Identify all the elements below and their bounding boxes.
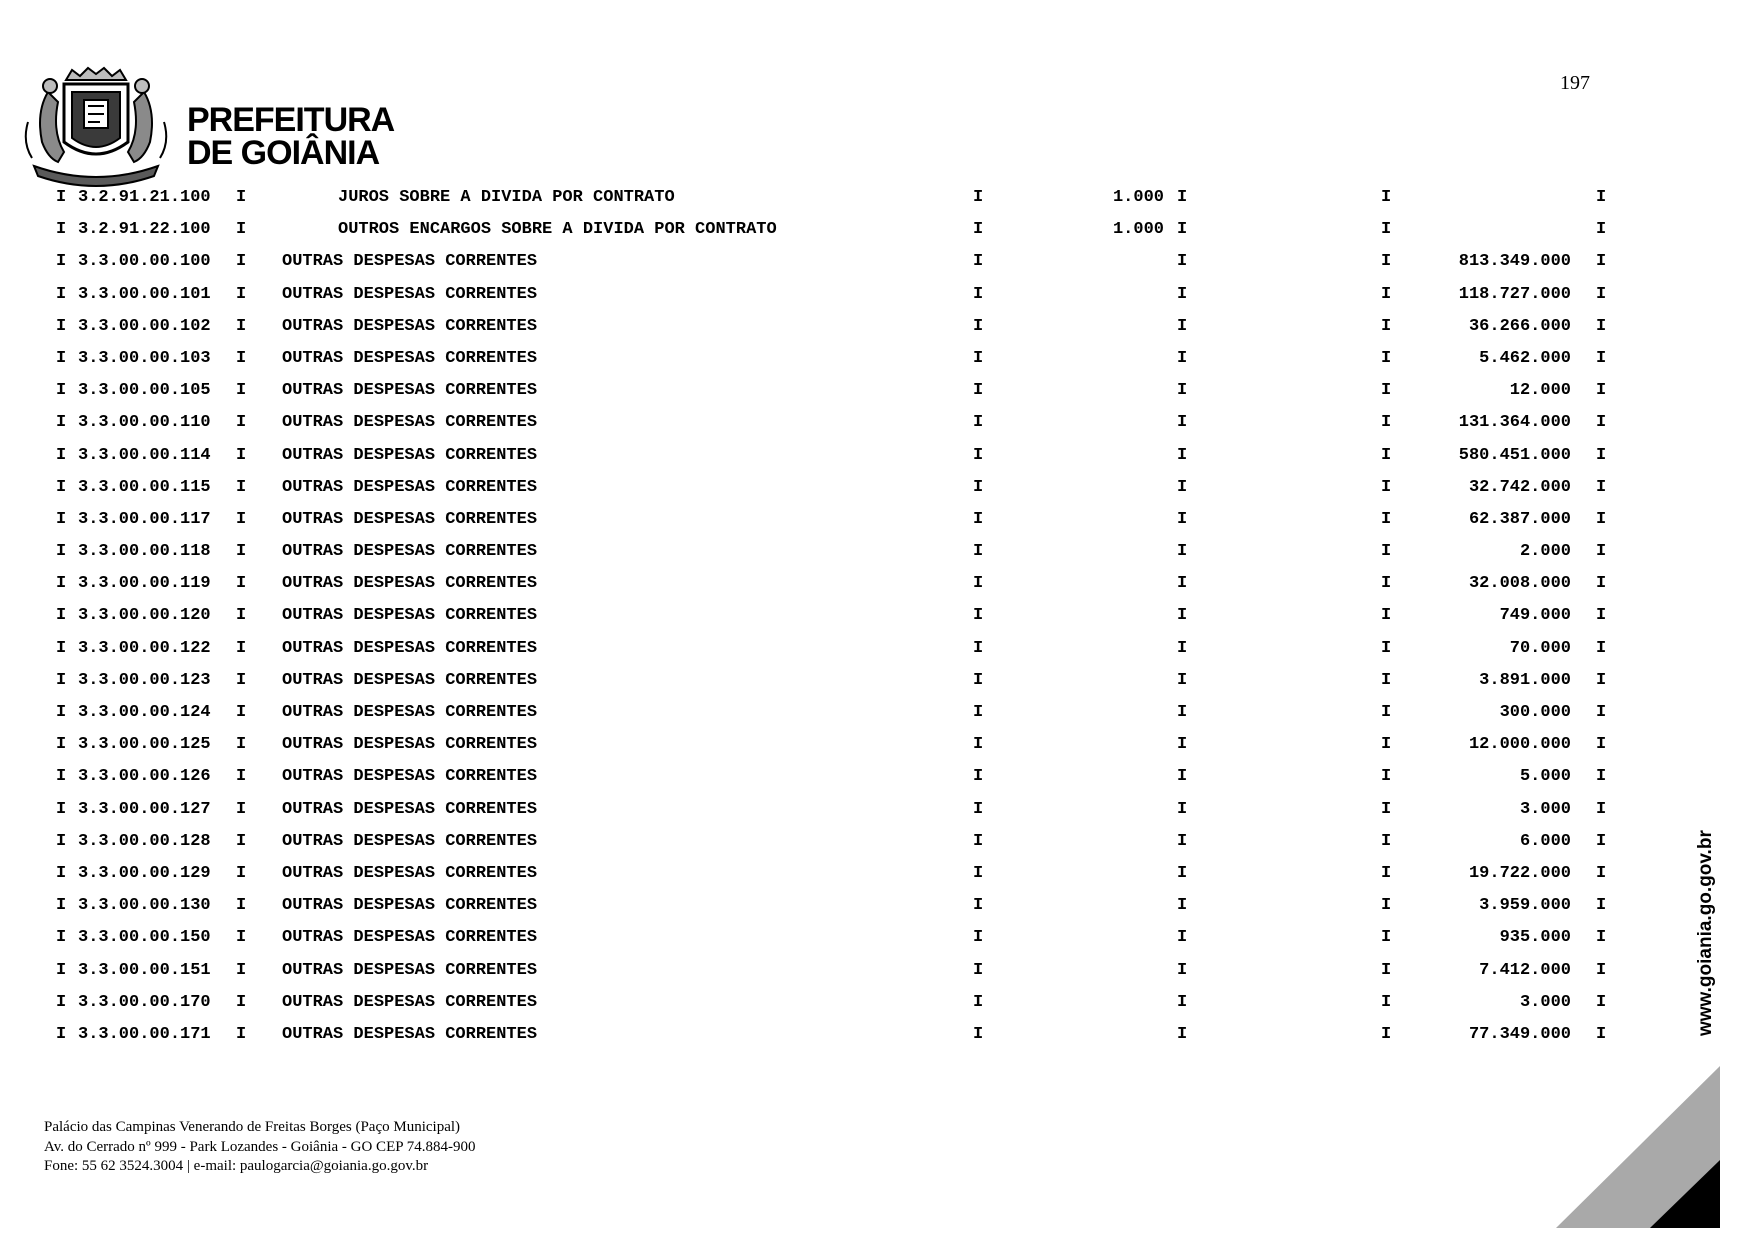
- row-border-right: I: [1596, 477, 1607, 497]
- table-row: [0, 413, 1754, 445]
- row-description: OUTRAS DESPESAS CORRENTES: [282, 863, 538, 883]
- row-account-code: 3.3.00.00.118: [78, 542, 211, 562]
- table-row: [0, 671, 1754, 703]
- row-description: OUTRAS DESPESAS CORRENTES: [282, 542, 538, 562]
- row-value-col3: 3.000: [1519, 799, 1571, 819]
- row-description: OUTRAS DESPESAS CORRENTES: [282, 960, 538, 980]
- row-border-left: I: [56, 670, 67, 690]
- row-account-code: 3.3.00.00.151: [78, 960, 211, 980]
- row-account-code: 3.3.00.00.128: [78, 831, 211, 851]
- row-border-right: I: [1596, 574, 1607, 594]
- row-account-code: 3.3.00.00.124: [78, 703, 211, 722]
- row-border: I: [236, 284, 247, 304]
- row-border: I: [973, 606, 984, 626]
- row-border-left: I: [56, 220, 67, 240]
- row-border: I: [236, 606, 247, 626]
- row-value-col1: 1.000: [1112, 188, 1164, 207]
- logo-wordmark: [187, 101, 395, 172]
- row-border-right: I: [1596, 316, 1607, 336]
- row-border: I: [973, 348, 984, 368]
- row-account-code: 3.3.00.00.110: [78, 413, 211, 433]
- row-border: I: [236, 896, 247, 916]
- row-border-right: I: [1596, 542, 1607, 562]
- row-border: I: [1381, 220, 1392, 240]
- row-border: I: [1177, 992, 1188, 1012]
- row-border: I: [973, 638, 984, 658]
- row-border: I: [236, 381, 247, 401]
- table-row: [0, 478, 1754, 510]
- row-description: OUTRAS DESPESAS CORRENTES: [282, 381, 538, 401]
- row-border: I: [1381, 542, 1392, 562]
- row-border: I: [973, 1024, 984, 1044]
- row-border: I: [1177, 284, 1188, 304]
- row-border-right: I: [1596, 735, 1607, 755]
- row-border-left: I: [56, 381, 67, 401]
- row-border-left: I: [56, 831, 67, 851]
- row-border-left: I: [56, 863, 67, 883]
- row-border: I: [236, 188, 247, 207]
- row-border: I: [1381, 381, 1392, 401]
- row-border: I: [1381, 316, 1392, 336]
- row-border: I: [1177, 220, 1188, 240]
- row-border: I: [236, 413, 247, 433]
- table-row: [0, 285, 1754, 317]
- row-value-col3: 749.000: [1499, 606, 1571, 626]
- row-account-code: 3.3.00.00.103: [78, 348, 211, 368]
- row-account-code: 3.3.00.00.170: [78, 992, 211, 1012]
- row-border-left: I: [56, 960, 67, 980]
- table-row: [0, 767, 1754, 799]
- logo-wordmark-line2: DE GOIÂNIA: [187, 134, 380, 172]
- row-value-col3: 3.000: [1519, 992, 1571, 1012]
- row-border: I: [1381, 831, 1392, 851]
- row-border-right: I: [1596, 703, 1607, 722]
- row-border-right: I: [1596, 799, 1607, 819]
- row-description: OUTRAS DESPESAS CORRENTES: [282, 767, 538, 787]
- row-border-left: I: [56, 445, 67, 465]
- row-account-code: 3.3.00.00.126: [78, 767, 211, 787]
- footer-line-street: Av. do Cerrado nº 999 - Park Lozandes - Goiânia - GO CEP 74.884-900: [44, 1138, 476, 1155]
- row-border: I: [236, 348, 247, 368]
- row-border-left: I: [56, 735, 67, 755]
- row-border: I: [236, 509, 247, 529]
- row-border: I: [1381, 960, 1392, 980]
- row-description: OUTRAS DESPESAS CORRENTES: [282, 606, 538, 626]
- row-border-right: I: [1596, 413, 1607, 433]
- row-border: I: [1381, 638, 1392, 658]
- corner-triangle-decoration: [1556, 1066, 1720, 1228]
- row-border: I: [973, 252, 984, 272]
- row-value-col1: 1.000: [1112, 220, 1164, 240]
- table-row: [0, 896, 1754, 928]
- row-border-left: I: [56, 638, 67, 658]
- row-border-right: I: [1596, 284, 1607, 304]
- row-border-left: I: [56, 413, 67, 433]
- row-border-right: I: [1596, 445, 1607, 465]
- row-border-right: I: [1596, 831, 1607, 851]
- table-row: [0, 446, 1754, 478]
- row-border-left: I: [56, 1024, 67, 1044]
- row-description: OUTRAS DESPESAS CORRENTES: [282, 896, 538, 916]
- row-account-code: 3.3.00.00.150: [78, 928, 211, 948]
- row-border: I: [1177, 606, 1188, 626]
- row-border: I: [1381, 767, 1392, 787]
- row-border: I: [1381, 863, 1392, 883]
- row-border: I: [1381, 188, 1392, 207]
- table-row: [0, 961, 1754, 993]
- row-value-col3: 5.000: [1519, 767, 1571, 787]
- row-border: I: [973, 928, 984, 948]
- row-border: I: [236, 574, 247, 594]
- row-border: I: [1381, 574, 1392, 594]
- table-row: [0, 735, 1754, 767]
- row-border-right: I: [1596, 992, 1607, 1012]
- row-description: OUTRAS DESPESAS CORRENTES: [282, 670, 538, 690]
- table-row: [0, 349, 1754, 381]
- table-row: [0, 703, 1754, 735]
- page-number: 197: [1560, 72, 1590, 94]
- row-border-left: I: [56, 896, 67, 916]
- row-description: OUTRAS DESPESAS CORRENTES: [282, 735, 538, 755]
- row-border: I: [1381, 992, 1392, 1012]
- row-border: I: [973, 220, 984, 240]
- row-border: I: [1177, 188, 1188, 207]
- row-border: I: [973, 670, 984, 690]
- table-row: [0, 574, 1754, 606]
- row-border-right: I: [1596, 509, 1607, 529]
- row-border: I: [973, 477, 984, 497]
- row-border: I: [236, 477, 247, 497]
- row-border: I: [1177, 767, 1188, 787]
- row-description: OUTRAS DESPESAS CORRENTES: [282, 252, 538, 272]
- table-row: [0, 928, 1754, 960]
- row-border: I: [1381, 252, 1392, 272]
- ledger-table: [0, 188, 1754, 1057]
- row-account-code: 3.3.00.00.125: [78, 735, 211, 755]
- row-border: I: [1177, 831, 1188, 851]
- row-border-right: I: [1596, 960, 1607, 980]
- footer-address: [44, 1118, 476, 1177]
- row-border: I: [236, 831, 247, 851]
- table-row: [0, 1025, 1754, 1057]
- row-account-code: 3.3.00.00.100: [78, 252, 211, 272]
- row-border: I: [973, 703, 984, 722]
- row-account-code: 3.3.00.00.122: [78, 638, 211, 658]
- table-row: [0, 606, 1754, 638]
- row-border: I: [973, 542, 984, 562]
- row-account-code: 3.3.00.00.123: [78, 670, 211, 690]
- row-border: I: [973, 992, 984, 1012]
- row-border: I: [973, 863, 984, 883]
- row-border-right: I: [1596, 188, 1607, 207]
- row-border-right: I: [1596, 220, 1607, 240]
- row-account-code: 3.3.00.00.101: [78, 284, 211, 304]
- row-value-col3: 3.891.000: [1479, 670, 1571, 690]
- row-border: I: [973, 896, 984, 916]
- row-border: I: [1177, 928, 1188, 948]
- row-description: OUTRAS DESPESAS CORRENTES: [282, 284, 538, 304]
- row-border: I: [236, 735, 247, 755]
- row-account-code: 3.3.00.00.117: [78, 509, 211, 529]
- table-row: [0, 542, 1754, 574]
- row-border: I: [973, 574, 984, 594]
- row-value-col3: 300.000: [1499, 703, 1571, 722]
- row-value-col3: 935.000: [1499, 928, 1571, 948]
- row-border: I: [973, 284, 984, 304]
- row-border: I: [236, 1024, 247, 1044]
- row-border: I: [236, 928, 247, 948]
- row-border: I: [1381, 413, 1392, 433]
- row-description: OUTRAS DESPESAS CORRENTES: [282, 316, 538, 336]
- row-border: I: [1381, 670, 1392, 690]
- row-value-col3: 62.387.000: [1468, 509, 1571, 529]
- row-border: I: [1177, 1024, 1188, 1044]
- row-value-col3: 5.462.000: [1479, 348, 1571, 368]
- row-border: I: [1177, 509, 1188, 529]
- table-row: [0, 220, 1754, 252]
- row-border: I: [1177, 445, 1188, 465]
- row-value-col3: 118.727.000: [1458, 284, 1571, 304]
- row-border: I: [1381, 896, 1392, 916]
- row-description: OUTRAS DESPESAS CORRENTES: [282, 638, 538, 658]
- row-border: I: [1177, 735, 1188, 755]
- row-border: I: [236, 670, 247, 690]
- row-value-col3: 12.000.000: [1468, 735, 1571, 755]
- row-border: I: [1381, 509, 1392, 529]
- table-row: [0, 639, 1754, 671]
- row-border: I: [973, 799, 984, 819]
- table-row: [0, 832, 1754, 864]
- row-border-right: I: [1596, 896, 1607, 916]
- row-account-code: 3.3.00.00.120: [78, 606, 211, 626]
- row-border: I: [236, 767, 247, 787]
- row-border: I: [1177, 348, 1188, 368]
- row-border-right: I: [1596, 928, 1607, 948]
- row-border: I: [236, 542, 247, 562]
- row-border: I: [236, 960, 247, 980]
- row-account-code: 3.3.00.00.171: [78, 1024, 211, 1044]
- row-border-left: I: [56, 606, 67, 626]
- row-description: OUTRAS DESPESAS CORRENTES: [282, 831, 538, 851]
- row-description: OUTRAS DESPESAS CORRENTES: [282, 1024, 538, 1044]
- row-border: I: [973, 381, 984, 401]
- row-border: I: [973, 188, 984, 207]
- row-account-code: 3.3.00.00.114: [78, 445, 211, 465]
- row-value-col3: 36.266.000: [1468, 316, 1571, 336]
- row-border: I: [973, 316, 984, 336]
- row-border-left: I: [56, 252, 67, 272]
- row-border-right: I: [1596, 381, 1607, 401]
- row-border: I: [1381, 606, 1392, 626]
- row-border: I: [1177, 574, 1188, 594]
- row-border-right: I: [1596, 767, 1607, 787]
- row-border-left: I: [56, 992, 67, 1012]
- row-border-right: I: [1596, 638, 1607, 658]
- row-value-col3: 70.000: [1509, 638, 1571, 658]
- row-border-right: I: [1596, 606, 1607, 626]
- row-border: I: [973, 445, 984, 465]
- row-description: OUTRAS DESPESAS CORRENTES: [282, 477, 538, 497]
- row-value-col3: 813.349.000: [1458, 252, 1571, 272]
- row-description: OUTRAS DESPESAS CORRENTES: [282, 445, 538, 465]
- row-border: I: [1177, 799, 1188, 819]
- row-border-left: I: [56, 574, 67, 594]
- row-border: I: [236, 316, 247, 336]
- row-border-right: I: [1596, 863, 1607, 883]
- row-description: OUTRAS DESPESAS CORRENTES: [282, 703, 538, 722]
- row-border: I: [1177, 670, 1188, 690]
- row-account-code: 3.2.91.22.100: [78, 220, 211, 240]
- row-description: JUROS SOBRE A DIVIDA POR CONTRATO: [338, 188, 675, 207]
- row-border-right: I: [1596, 1024, 1607, 1044]
- row-border-left: I: [56, 928, 67, 948]
- row-account-code: 3.3.00.00.115: [78, 477, 211, 497]
- footer-line-contact: Fone: 55 62 3524.3004 | e-mail: paulogarcia@goiania.go.gov.br: [44, 1158, 429, 1174]
- row-border-left: I: [56, 348, 67, 368]
- row-value-col3: 2.000: [1519, 542, 1571, 562]
- row-border-left: I: [56, 509, 67, 529]
- row-border: I: [1177, 863, 1188, 883]
- row-value-col3: 3.959.000: [1479, 896, 1571, 916]
- row-border: I: [1177, 381, 1188, 401]
- row-border: I: [236, 703, 247, 722]
- row-account-code: 3.2.91.21.100: [78, 188, 211, 207]
- row-border-left: I: [56, 799, 67, 819]
- row-border: I: [1177, 252, 1188, 272]
- website-vertical-label: www.goiania.go.gov.br: [1695, 830, 1716, 1036]
- row-account-code: 3.3.00.00.130: [78, 896, 211, 916]
- row-border: I: [236, 638, 247, 658]
- row-account-code: 3.3.00.00.127: [78, 799, 211, 819]
- row-description: OUTRAS DESPESAS CORRENTES: [282, 574, 538, 594]
- row-value-col3: 131.364.000: [1458, 413, 1571, 433]
- row-description: OUTRAS DESPESAS CORRENTES: [282, 928, 538, 948]
- row-border: I: [236, 252, 247, 272]
- row-border-right: I: [1596, 252, 1607, 272]
- coat-of-arms-logo: [18, 62, 174, 190]
- row-border: I: [1381, 703, 1392, 722]
- row-border-left: I: [56, 767, 67, 787]
- table-row: [0, 800, 1754, 832]
- row-border: I: [236, 445, 247, 465]
- row-description: OUTRAS DESPESAS CORRENTES: [282, 992, 538, 1012]
- row-description: OUTRAS DESPESAS CORRENTES: [282, 348, 538, 368]
- row-account-code: 3.3.00.00.105: [78, 381, 211, 401]
- row-description: OUTRAS DESPESAS CORRENTES: [282, 799, 538, 819]
- row-border: I: [1381, 284, 1392, 304]
- row-border: I: [1381, 735, 1392, 755]
- row-value-col3: 6.000: [1519, 831, 1571, 851]
- row-border: I: [1177, 960, 1188, 980]
- row-border: I: [1381, 445, 1392, 465]
- row-border-left: I: [56, 542, 67, 562]
- table-row: [0, 317, 1754, 349]
- footer-line-building: Palácio das Campinas Venerando de Freitas Borges (Paço Municipal): [44, 1119, 461, 1135]
- row-border: I: [1177, 896, 1188, 916]
- row-border: I: [1381, 348, 1392, 368]
- row-border: I: [973, 735, 984, 755]
- row-account-code: 3.3.00.00.129: [78, 863, 211, 883]
- logo-wordmark-line1: PREFEITURA: [187, 101, 395, 139]
- row-border: I: [1177, 542, 1188, 562]
- row-border: I: [973, 960, 984, 980]
- table-row: [0, 252, 1754, 284]
- row-description: OUTRAS DESPESAS CORRENTES: [282, 413, 538, 433]
- row-border: I: [1177, 477, 1188, 497]
- row-border: I: [1177, 316, 1188, 336]
- row-border: I: [236, 799, 247, 819]
- row-description: OUTRAS DESPESAS CORRENTES: [282, 509, 538, 529]
- row-border-left: I: [56, 188, 67, 207]
- row-description: OUTROS ENCARGOS SOBRE A DIVIDA POR CONTRATO: [338, 220, 777, 240]
- table-row: [0, 188, 1754, 220]
- row-border-right: I: [1596, 670, 1607, 690]
- row-value-col3: 77.349.000: [1468, 1024, 1571, 1044]
- row-border: I: [1381, 1024, 1392, 1044]
- row-border-left: I: [56, 284, 67, 304]
- row-border: I: [1177, 413, 1188, 433]
- row-border: I: [236, 863, 247, 883]
- row-account-code: 3.3.00.00.102: [78, 316, 211, 336]
- table-row: [0, 381, 1754, 413]
- row-border: I: [1381, 799, 1392, 819]
- row-value-col3: 7.412.000: [1479, 960, 1571, 980]
- table-row: [0, 993, 1754, 1025]
- table-row: [0, 510, 1754, 542]
- row-border: I: [236, 992, 247, 1012]
- row-value-col3: 32.742.000: [1468, 477, 1571, 497]
- row-border-left: I: [56, 477, 67, 497]
- row-border: I: [1177, 703, 1188, 722]
- row-border: I: [236, 220, 247, 240]
- row-border: I: [973, 767, 984, 787]
- row-border-left: I: [56, 703, 67, 722]
- row-value-col3: 580.451.000: [1458, 445, 1571, 465]
- row-border: I: [1177, 638, 1188, 658]
- row-border-left: I: [56, 316, 67, 336]
- row-border: I: [973, 413, 984, 433]
- row-value-col3: 32.008.000: [1468, 574, 1571, 594]
- row-border: I: [973, 831, 984, 851]
- row-border: I: [973, 509, 984, 529]
- row-value-col3: 12.000: [1509, 381, 1571, 401]
- row-border: I: [1381, 928, 1392, 948]
- row-border-right: I: [1596, 348, 1607, 368]
- row-border: I: [1381, 477, 1392, 497]
- table-row: [0, 864, 1754, 896]
- row-value-col3: 19.722.000: [1468, 863, 1571, 883]
- row-account-code: 3.3.00.00.119: [78, 574, 211, 594]
